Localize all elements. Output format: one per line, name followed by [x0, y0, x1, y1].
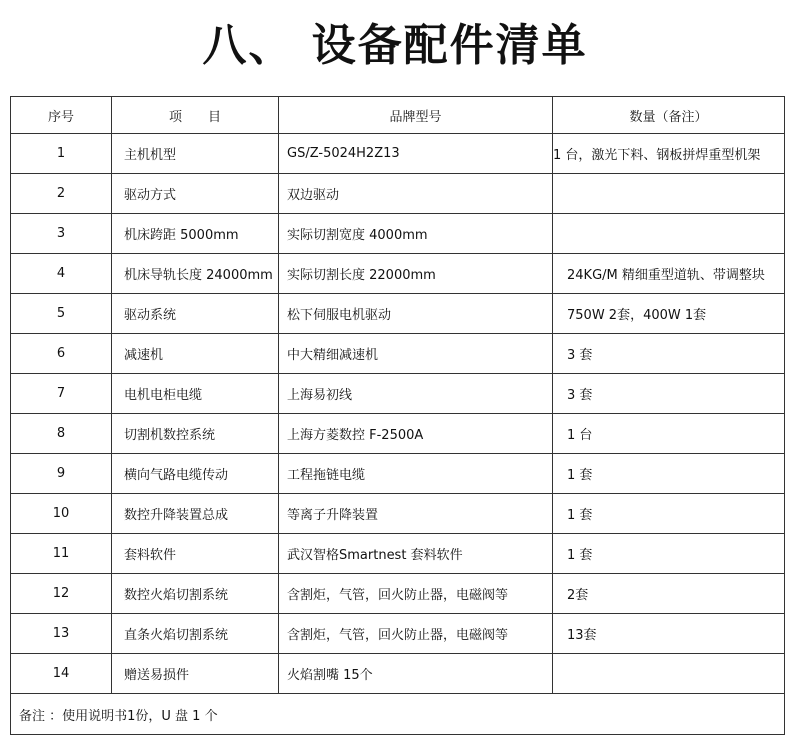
header-no: 序号: [11, 97, 112, 134]
row-item: 数控升降装置总成: [112, 494, 279, 534]
row-model: 松下伺服电机驱动: [279, 294, 553, 334]
row-model: 武汉智格Smartnest 套料软件: [279, 534, 553, 574]
row-qty: [553, 654, 785, 694]
row-model: 实际切割宽度 4000mm: [279, 214, 553, 254]
row-qty: 750W 2套，400W 1套: [553, 294, 785, 334]
table-row: [11, 254, 785, 294]
row-qty: 13套: [553, 614, 785, 654]
row-qty: 1 台: [553, 414, 785, 454]
row-no: 8: [11, 414, 112, 454]
row-no: 2: [11, 174, 112, 214]
row-no: 1: [11, 134, 112, 174]
row-no: 7: [11, 374, 112, 414]
row-no: 10: [11, 494, 112, 534]
row-qty: [553, 174, 785, 214]
row-qty: 2套: [553, 574, 785, 614]
table-header-row: [11, 97, 785, 134]
row-no: 14: [11, 654, 112, 694]
table-row: [11, 294, 785, 334]
row-model: 含割炬，气管，回火防止器，电磁阀等: [279, 574, 553, 614]
row-qty: 1 套: [553, 494, 785, 534]
row-qty: 24KG/M 精细重型道轨、带调整块: [553, 254, 785, 294]
table-row: [11, 214, 785, 254]
row-item: 主机机型: [112, 134, 279, 174]
row-model: 含割炬，气管，回火防止器，电磁阀等: [279, 614, 553, 654]
table-row: [11, 534, 785, 574]
row-qty: 1 台，激光下料、钢板拼焊重型机架: [553, 134, 785, 174]
row-model: 等离子升降装置: [279, 494, 553, 534]
header-model: 品牌型号: [279, 97, 553, 134]
header-item: 项 目: [112, 97, 279, 134]
row-item: 驱动系统: [112, 294, 279, 334]
row-no: 9: [11, 454, 112, 494]
row-model: GS/Z-5024H2Z13: [279, 134, 553, 174]
row-item: 驱动方式: [112, 174, 279, 214]
row-item: 横向气路电缆传动: [112, 454, 279, 494]
row-item: 切割机数控系统: [112, 414, 279, 454]
row-item: 机床导轨长度 24000mm: [112, 254, 279, 294]
row-item: 套料软件: [112, 534, 279, 574]
row-qty: 1 套: [553, 454, 785, 494]
row-no: 12: [11, 574, 112, 614]
table-row: [11, 454, 785, 494]
row-no: 6: [11, 334, 112, 374]
row-model: 双边驱动: [279, 174, 553, 214]
table-row: [11, 654, 785, 694]
row-model: 火焰割嘴 15个: [279, 654, 553, 694]
row-model: 上海方菱数控 F-2500A: [279, 414, 553, 454]
row-item: 数控火焰切割系统: [112, 574, 279, 614]
row-item: 减速机: [112, 334, 279, 374]
table-row: [11, 494, 785, 534]
row-model: 中大精细减速机: [279, 334, 553, 374]
row-no: 3: [11, 214, 112, 254]
page-title: 八、 设备配件清单: [202, 20, 588, 71]
table-row: [11, 374, 785, 414]
row-model: 实际切割长度 22000mm: [279, 254, 553, 294]
row-qty: 3 套: [553, 334, 785, 374]
table-row: [11, 414, 785, 454]
row-item: 直条火焰切割系统: [112, 614, 279, 654]
row-qty: 1 套: [553, 534, 785, 574]
header-qty: 数量（备注）: [553, 97, 785, 134]
row-qty: 3 套: [553, 374, 785, 414]
table-note: 备注 ：使用说明书1份，U 盘 1 个: [11, 694, 785, 735]
row-item: 电机电柜电缆: [112, 374, 279, 414]
row-model: 工程拖链电缆: [279, 454, 553, 494]
table-row: [11, 174, 785, 214]
table-row: [11, 614, 785, 654]
row-model: 上海易初线: [279, 374, 553, 414]
table-row: [11, 134, 785, 174]
row-no: 13: [11, 614, 112, 654]
table-note-row: [11, 694, 785, 735]
table-row: [11, 574, 785, 614]
row-qty: [553, 214, 785, 254]
row-item: 赠送易损件: [112, 654, 279, 694]
row-no: 11: [11, 534, 112, 574]
row-item: 机床跨距 5000mm: [112, 214, 279, 254]
row-no: 4: [11, 254, 112, 294]
row-no: 5: [11, 294, 112, 334]
equipment-parts-table: [10, 96, 785, 735]
table-row: [11, 334, 785, 374]
